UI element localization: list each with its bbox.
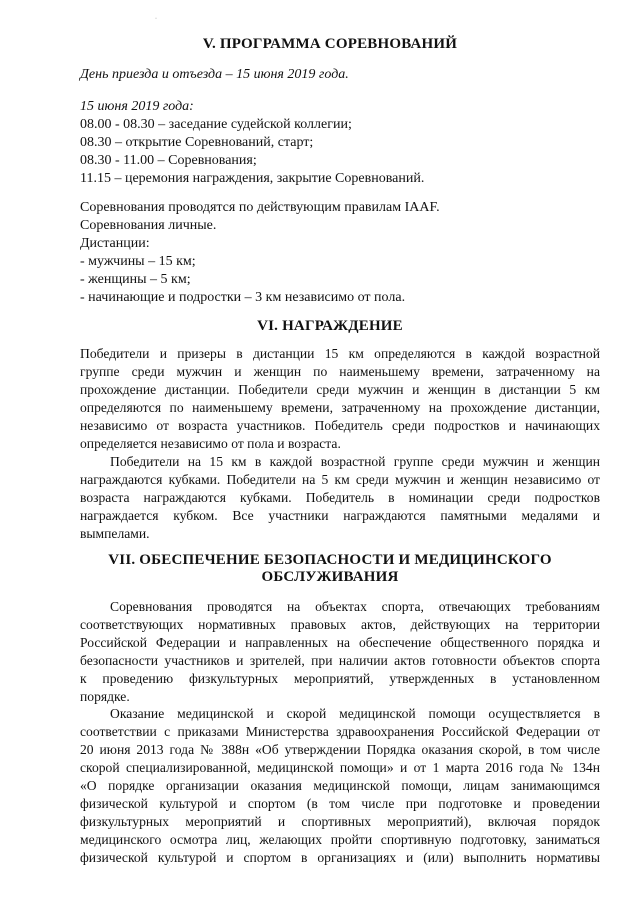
section-vii-title-line-2: ОБСЛУЖИВАНИЯ <box>261 569 399 585</box>
paragraph-line: к проведению физкультурных мероприятий, утвержденных в установленном <box>80 671 600 686</box>
paragraph-line: соответствующих нормативных правовых актов, действующих на территории <box>80 617 600 632</box>
arrival-date-line: День приезда и отъезда – 15 июня 2019 года. <box>80 67 349 82</box>
schedule-item: 08.30 - 11.00 – Соревнования; <box>80 153 257 168</box>
paragraph-line: 20 июня 2013 года № 388н «Об утверждении Порядка оказания скорой, в том числе <box>80 742 600 757</box>
paragraph-line: «О порядке организации оказания медицинской помощи, лицам занимающимся <box>80 778 600 793</box>
paragraph-line: соответствии с приказами Министерства здравоохранения Российской Федерации от <box>80 724 600 739</box>
rules-line: Дистанции: <box>80 236 150 251</box>
paragraph-line: награждаются кубками. Победители на 5 км среди мужчин и женщин независимо от <box>80 472 600 487</box>
paragraph-line: Победители на 15 км в каждой возрастной группе среди мужчин и женщин <box>110 454 600 469</box>
paragraph-line: Победители и призеры в дистанции 15 км определяются в каждой возрастной <box>80 346 600 361</box>
safety-paragraph-1 <box>80 598 600 706</box>
safety-paragraph-2 <box>80 705 600 867</box>
paragraph-line: награждается кубком. Все участники награждаются памятными медалями и <box>80 508 600 523</box>
paragraph-line: порядке. <box>80 689 130 704</box>
paragraph-line: Оказание медицинской и скорой медицинской помощи осуществляется в <box>110 706 600 721</box>
awards-paragraph-1 <box>80 345 600 453</box>
paragraph-line: группе среди мужчин и женщин по наименьшему времени, затраченному на <box>80 364 600 379</box>
paragraph-line: прохождение дистанции. Победители среди мужчин и женщин в дистанции 5 км <box>80 382 600 397</box>
paragraph-line: определяется независимо от пола и возраста. <box>80 436 341 451</box>
awards-paragraph-2 <box>80 453 600 543</box>
scan-mark: · <box>155 16 157 22</box>
paragraph-line: физкультурных мероприятий и спортивных мероприятий), включая порядок <box>80 814 600 829</box>
paragraph-line: безопасности участников и зрителей, при наличии актов готовности объектов спорта <box>80 653 600 668</box>
distance-item: - начинающие и подростки – 3 км независимо от пола. <box>80 290 406 305</box>
schedule-item: 08.00 - 08.30 – заседание судейской коллегии; <box>80 117 352 132</box>
paragraph-line: возраста награждаются кубками. Победитель в номинации среди подростков <box>80 490 600 505</box>
section-v-title: V. ПРОГРАММА СОРЕВНОВАНИЙ <box>202 36 458 52</box>
section-vii-title-line-1: VII. ОБЕСПЕЧЕНИЕ БЕЗОПАСНОСТИ И МЕДИЦИНСКОГО <box>108 552 552 568</box>
paragraph-line: определяются по наименьшему времени, затраченному на прохождение дистанции, <box>80 400 600 415</box>
section-vi-title: VI. НАГРАЖДЕНИЕ <box>257 318 403 334</box>
schedule-item: 08.30 – открытие Соревнований, старт; <box>80 135 314 150</box>
distance-item: - мужчины – 15 км; <box>80 254 196 269</box>
rules-line: Соревнования проводятся по действующим правилам IAAF. <box>80 200 440 215</box>
paragraph-line: Соревнования проводятся на объектах спорта, отвечающих требованиям <box>110 599 600 614</box>
schedule-date-label: 15 июня 2019 года: <box>80 99 194 114</box>
paragraph-line: медицинского осмотра лиц, желающих пройти спортивную подготовку, заниматься <box>80 832 600 847</box>
paragraph-line: Российской Федерации и направленных на обеспечение общественного порядка и <box>80 635 600 650</box>
schedule-item: 11.15 – церемония награждения, закрытие Соревнований. <box>80 171 425 186</box>
distance-item: - женщины – 5 км; <box>80 272 191 287</box>
paragraph-line: скорой специализированной, медицинской помощи» и от 1 марта 2016 года № 134н <box>80 760 600 775</box>
rules-line: Соревнования личные. <box>80 218 217 233</box>
paragraph-line: вымпелами. <box>80 526 150 541</box>
paragraph-line: независимо от возраста участников. Победитель среди подростков и начинающих <box>80 418 600 433</box>
paragraph-line: физической культурой и спортом в организациях и (или) выполнить нормативы <box>80 850 600 865</box>
paragraph-line: физической культурой и спортом (в том числе при подготовке и проведении <box>80 796 600 811</box>
